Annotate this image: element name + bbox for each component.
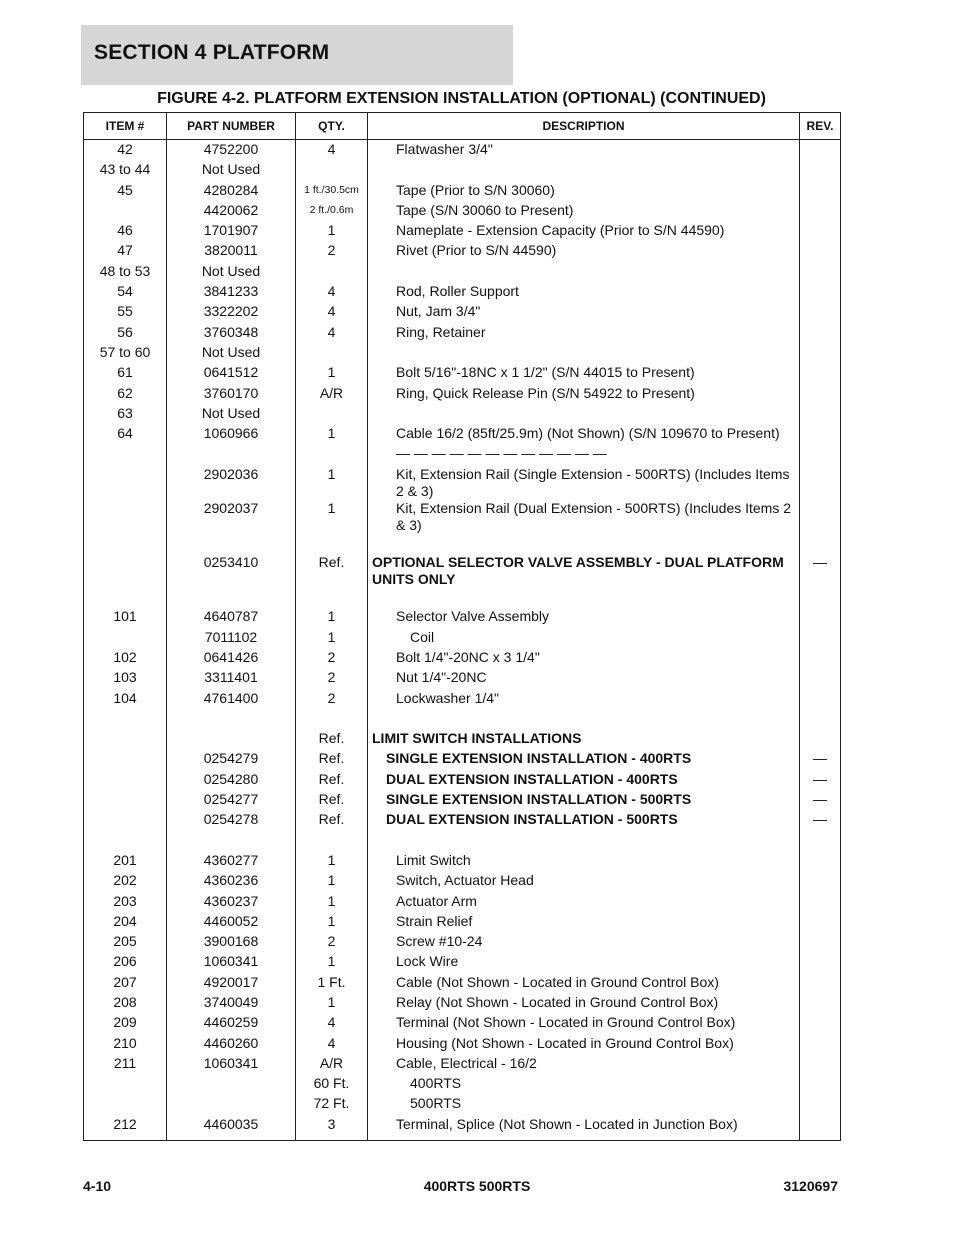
table-row [84,690,841,710]
rev-cell [800,1014,841,1034]
table-row [84,364,841,384]
table-row [84,669,841,689]
description-cell: LIMIT SWITCH INSTALLATIONS [368,730,800,750]
table-row [84,710,841,730]
description-cell: 500RTS [368,1095,800,1115]
rev-cell [800,1075,841,1095]
part-number-cell: 4420062 [167,202,296,222]
table-row [84,588,841,608]
qty-cell: 1 [296,222,368,242]
table-body [84,140,841,1141]
part-number-cell: 7011102 [167,629,296,649]
table-row [84,953,841,973]
rev-cell [800,324,841,344]
rev-cell [800,690,841,710]
rev-cell [800,182,841,202]
part-number-cell: 3760348 [167,324,296,344]
figure-title: FIGURE 4-2. PLATFORM EXTENSION INSTALLATION (OPTIONAL) (CONTINUED) [157,90,766,107]
description-cell: DUAL EXTENSION INSTALLATION - 400RTS [368,771,800,791]
footer-model: 400RTS 500RTS [423,1178,531,1194]
description-cell: Screw #10-24 [368,933,800,953]
part-number-cell: 3760170 [167,385,296,405]
rev-cell: — [800,771,841,791]
description-cell: Nameplate - Extension Capacity (Prior to S/N 44590) [368,222,800,242]
qty-cell: 1 [296,994,368,1014]
description-cell: Cable 16/2 (85ft/25.9m) (Not Shown) (S/N 109670 to Present) [368,425,800,445]
table-row [84,893,841,913]
rev-cell [800,832,841,852]
qty-cell: 2 [296,933,368,953]
table-row [84,1075,841,1095]
item-cell: 42 [84,140,167,162]
description-cell: Terminal (Not Shown - Located in Ground Control Box) [368,1014,800,1034]
item-cell: 202 [84,872,167,892]
table-row [84,1035,841,1055]
description-cell: Limit Switch [368,852,800,872]
item-cell: 101 [84,608,167,628]
item-cell [84,771,167,791]
qty-cell [296,534,368,554]
part-number-cell [167,588,296,608]
qty-cell: 1 ft./30.5cm [296,182,368,202]
footer-doc-number: 3120697 [783,1178,838,1194]
rev-cell [800,730,841,750]
item-cell [84,629,167,649]
rev-cell: — [800,811,841,831]
rev-cell [800,852,841,872]
part-number-cell: 4360236 [167,872,296,892]
part-number-cell: 4460052 [167,913,296,933]
part-number-cell: 3311401 [167,669,296,689]
header-part-number: PART NUMBER [167,113,296,140]
part-number-cell: 4460035 [167,1116,296,1141]
description-cell: Bolt 1/4"-20NC x 3 1/4" [368,649,800,669]
item-cell [84,588,167,608]
description-cell: Switch, Actuator Head [368,872,800,892]
part-number-cell [167,832,296,852]
qty-cell [296,832,368,852]
rev-cell [800,629,841,649]
description-cell: Terminal, Splice (Not Shown - Located in Junction Box) [368,1116,800,1141]
qty-cell: 72 Ft. [296,1095,368,1115]
qty-cell [296,344,368,364]
item-cell: 54 [84,283,167,303]
table-row [84,202,841,222]
description-cell: Lockwasher 1/4" [368,690,800,710]
rev-cell [800,161,841,181]
part-number-cell: Not Used [167,161,296,181]
part-number-cell: 1060341 [167,953,296,973]
qty-cell: 60 Ft. [296,1075,368,1095]
qty-cell: 1 [296,608,368,628]
table-row [84,405,841,425]
header-qty: QTY. [296,113,368,140]
qty-cell [296,263,368,283]
rev-cell [800,385,841,405]
part-number-cell: 4640787 [167,608,296,628]
item-cell: 43 to 44 [84,161,167,181]
table-row [84,852,841,872]
item-cell [84,710,167,730]
qty-cell: 2 [296,242,368,262]
rev-cell: — [800,554,841,588]
table-row [84,1055,841,1075]
item-cell: 57 to 60 [84,344,167,364]
qty-cell: 1 [296,852,368,872]
table-row [84,534,841,554]
item-cell: 208 [84,994,167,1014]
qty-cell: 4 [296,283,368,303]
table-row [84,140,841,162]
part-number-cell: Not Used [167,405,296,425]
page-number: 4-10 [83,1178,112,1194]
part-number-cell: 1701907 [167,222,296,242]
rev-cell [800,283,841,303]
qty-cell: Ref. [296,791,368,811]
table-row [84,242,841,262]
description-cell: Cable (Not Shown - Located in Ground Control Box) [368,974,800,994]
part-number-cell: 3841233 [167,283,296,303]
item-cell: 102 [84,649,167,669]
part-number-cell: 3740049 [167,994,296,1014]
part-number-cell: 1060966 [167,425,296,445]
item-cell [84,811,167,831]
rev-cell [800,1116,841,1141]
rev-cell [800,364,841,384]
item-cell: 104 [84,690,167,710]
qty-cell: 4 [296,140,368,162]
item-cell: 211 [84,1055,167,1075]
table-row [84,933,841,953]
qty-cell: 4 [296,303,368,323]
qty-cell: Ref. [296,730,368,750]
qty-cell: 4 [296,1014,368,1034]
table-row [84,182,841,202]
description-cell: Rivet (Prior to S/N 44590) [368,242,800,262]
description-cell [368,405,800,425]
description-cell: Actuator Arm [368,893,800,913]
description-cell: Housing (Not Shown - Located in Ground Control Box) [368,1035,800,1055]
qty-cell: 1 [296,953,368,973]
item-cell: 205 [84,933,167,953]
part-number-cell [167,534,296,554]
item-cell [84,500,167,534]
rev-cell [800,933,841,953]
item-cell: 46 [84,222,167,242]
part-number-cell: 2902036 [167,466,296,500]
part-number-cell: 0641512 [167,364,296,384]
item-cell [84,791,167,811]
part-number-cell: 3322202 [167,303,296,323]
rev-cell [800,405,841,425]
item-cell: 212 [84,1116,167,1141]
table-row [84,466,841,500]
item-cell: 103 [84,669,167,689]
rev-cell [800,953,841,973]
part-number-cell: 4920017 [167,974,296,994]
section-header [81,25,513,85]
section-title: SECTION 4 PLATFORM [94,41,330,64]
rev-cell [800,222,841,242]
table-row [84,832,841,852]
qty-cell [296,405,368,425]
qty-cell: A/R [296,1055,368,1075]
qty-cell: 1 [296,629,368,649]
table-header-row [84,113,841,140]
rev-cell [800,500,841,534]
rev-cell [800,263,841,283]
item-cell: 203 [84,893,167,913]
rev-cell [800,344,841,364]
description-cell: Lock Wire [368,953,800,973]
qty-cell: Ref. [296,554,368,588]
qty-cell: 1 [296,913,368,933]
part-number-cell [167,1095,296,1115]
item-cell: 207 [84,974,167,994]
table-row [84,629,841,649]
part-number-cell [167,1075,296,1095]
table-row [84,730,841,750]
description-cell: Strain Relief [368,913,800,933]
header-rev: REV. [800,113,841,140]
table-row [84,750,841,770]
qty-cell [296,445,368,465]
table-row [84,500,841,534]
description-cell: Cable, Electrical - 16/2 [368,1055,800,1075]
description-cell: Nut, Jam 3/4" [368,303,800,323]
header-item: ITEM # [84,113,167,140]
rev-cell [800,242,841,262]
qty-cell: 2 ft./0.6m [296,202,368,222]
part-number-cell: 3900168 [167,933,296,953]
rev-cell: — [800,750,841,770]
description-cell [368,263,800,283]
table-row [84,344,841,364]
description-cell: — — — — — — — — — — — — [368,445,800,465]
part-number-cell: 4761400 [167,690,296,710]
qty-cell: 1 [296,466,368,500]
description-cell: Kit, Extension Rail (Dual Extension - 500RTS) (Includes Items 2 & 3) [368,500,800,534]
part-number-cell: 1060341 [167,1055,296,1075]
table-row [84,608,841,628]
qty-cell [296,710,368,730]
description-cell: 400RTS [368,1075,800,1095]
rev-cell [800,425,841,445]
description-cell: Relay (Not Shown - Located in Ground Control Box) [368,994,800,1014]
item-cell [84,1095,167,1115]
qty-cell: Ref. [296,771,368,791]
rev-cell [800,669,841,689]
qty-cell [296,588,368,608]
part-number-cell: 0254279 [167,750,296,770]
part-number-cell: 4360277 [167,852,296,872]
qty-cell: 1 Ft. [296,974,368,994]
item-cell: 63 [84,405,167,425]
description-cell: Tape (Prior to S/N 30060) [368,182,800,202]
table-row [84,1095,841,1115]
rev-cell [800,445,841,465]
description-cell: Rod, Roller Support [368,283,800,303]
qty-cell: 4 [296,1035,368,1055]
part-number-cell: 0641426 [167,649,296,669]
part-number-cell: Not Used [167,344,296,364]
rev-cell [800,1035,841,1055]
item-cell: 55 [84,303,167,323]
description-cell: Kit, Extension Rail (Single Extension - 500RTS) (Includes Items 2 & 3) [368,466,800,500]
rev-cell [800,303,841,323]
table-row [84,263,841,283]
table-row [84,994,841,1014]
part-number-cell: 0254277 [167,791,296,811]
qty-cell: Ref. [296,750,368,770]
description-cell [368,344,800,364]
rev-cell [800,1055,841,1075]
item-cell [84,750,167,770]
item-cell: 204 [84,913,167,933]
rev-cell: — [800,791,841,811]
description-cell [368,832,800,852]
table-row [84,554,841,588]
part-number-cell: Not Used [167,263,296,283]
part-number-cell [167,730,296,750]
qty-cell: 2 [296,690,368,710]
part-number-cell: 4752200 [167,140,296,162]
rev-cell [800,872,841,892]
item-cell [84,730,167,750]
item-cell: 47 [84,242,167,262]
part-number-cell [167,710,296,730]
item-cell: 45 [84,182,167,202]
rev-cell [800,710,841,730]
description-cell: Nut 1/4"-20NC [368,669,800,689]
part-number-cell: 4460260 [167,1035,296,1055]
item-cell: 56 [84,324,167,344]
description-cell: OPTIONAL SELECTOR VALVE ASSEMBLY - DUAL PLATFORM UNITS ONLY [368,554,800,588]
rev-cell [800,202,841,222]
description-cell: Ring, Quick Release Pin (S/N 54922 to Present) [368,385,800,405]
description-cell [368,161,800,181]
table-row [84,974,841,994]
description-cell: SINGLE EXTENSION INSTALLATION - 500RTS [368,791,800,811]
description-cell: Selector Valve Assembly [368,608,800,628]
qty-cell: 2 [296,669,368,689]
table-row [84,913,841,933]
table-row [84,791,841,811]
item-cell: 210 [84,1035,167,1055]
table-row [84,222,841,242]
item-cell: 64 [84,425,167,445]
table-row [84,649,841,669]
part-number-cell: 2902037 [167,500,296,534]
part-number-cell: 4460259 [167,1014,296,1034]
rev-cell [800,649,841,669]
rev-cell [800,974,841,994]
item-cell: 206 [84,953,167,973]
description-cell [368,710,800,730]
item-cell [84,534,167,554]
rev-cell [800,994,841,1014]
item-cell: 209 [84,1014,167,1034]
qty-cell: 4 [296,324,368,344]
table-row [84,385,841,405]
parts-table [83,112,841,1141]
table-row [84,1116,841,1141]
rev-cell [800,608,841,628]
qty-cell: 2 [296,649,368,669]
qty-cell: 1 [296,364,368,384]
description-cell: Coil [368,629,800,649]
qty-cell: 1 [296,872,368,892]
table-row [84,283,841,303]
table-row [84,1014,841,1034]
description-cell [368,534,800,554]
table-row [84,811,841,831]
table-row [84,445,841,465]
qty-cell: 3 [296,1116,368,1141]
rev-cell [800,466,841,500]
table-row [84,425,841,445]
description-cell: Tape (S/N 30060 to Present) [368,202,800,222]
item-cell: 48 to 53 [84,263,167,283]
description-cell: Ring, Retainer [368,324,800,344]
rev-cell [800,893,841,913]
rev-cell [800,588,841,608]
table-row [84,161,841,181]
qty-cell: 1 [296,500,368,534]
item-cell: 61 [84,364,167,384]
header-description: DESCRIPTION [368,113,800,140]
item-cell [84,554,167,588]
part-number-cell: 4360237 [167,893,296,913]
part-number-cell: 0253410 [167,554,296,588]
description-cell: Flatwasher 3/4" [368,140,800,162]
part-number-cell: 4280284 [167,182,296,202]
item-cell [84,445,167,465]
item-cell [84,466,167,500]
qty-cell: 1 [296,893,368,913]
part-number-cell: 3820011 [167,242,296,262]
rev-cell [800,1095,841,1115]
table-row [84,872,841,892]
part-number-cell: 0254278 [167,811,296,831]
item-cell [84,202,167,222]
table-row [84,324,841,344]
part-number-cell [167,445,296,465]
rev-cell [800,534,841,554]
qty-cell: A/R [296,385,368,405]
description-cell: Bolt 5/16"-18NC x 1 1/2" (S/N 44015 to Present) [368,364,800,384]
description-cell: SINGLE EXTENSION INSTALLATION - 400RTS [368,750,800,770]
part-number-cell: 0254280 [167,771,296,791]
item-cell [84,1075,167,1095]
table-row [84,771,841,791]
description-cell [368,588,800,608]
qty-cell: Ref. [296,811,368,831]
description-cell: DUAL EXTENSION INSTALLATION - 500RTS [368,811,800,831]
rev-cell [800,913,841,933]
item-cell [84,832,167,852]
rev-cell [800,140,841,162]
item-cell: 201 [84,852,167,872]
table-row [84,303,841,323]
qty-cell [296,161,368,181]
qty-cell: 1 [296,425,368,445]
item-cell: 62 [84,385,167,405]
